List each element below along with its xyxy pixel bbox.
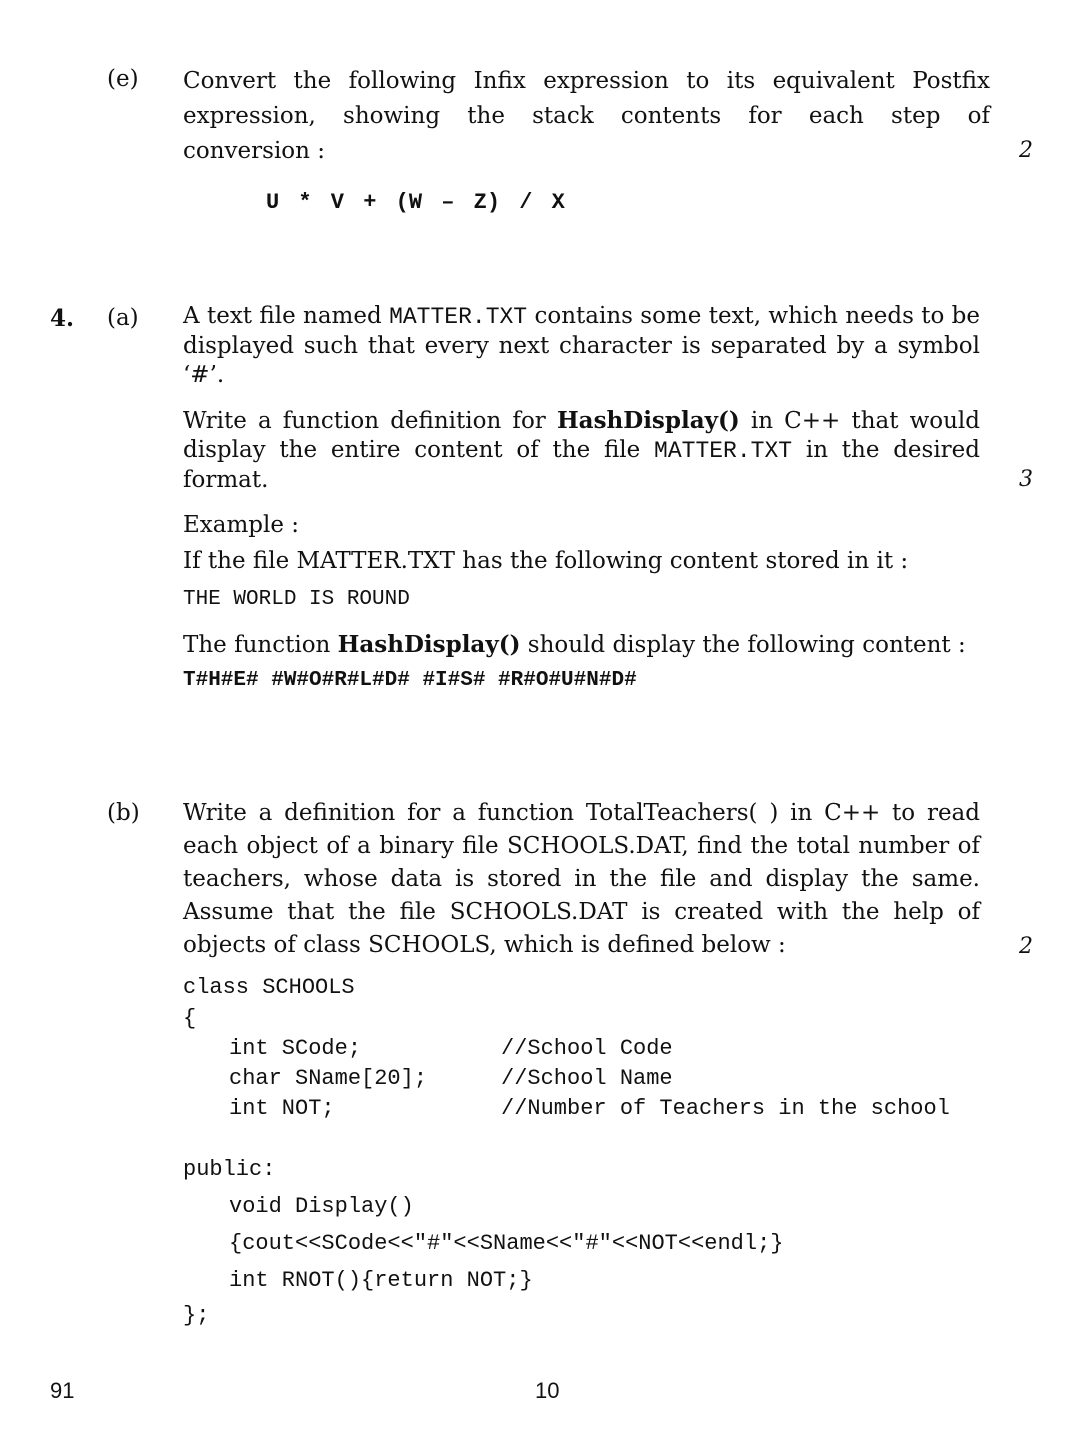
q4a-p2-func: HashDisplay() [556,407,740,434]
q4a-p2-text-b: in C++ that would display the entire content of the file [183,408,981,463]
code-comment-sname: //School Name [501,1066,673,1091]
q4a-example-content: THE WORLD IS ROUND [183,588,410,611]
q4a-marks: 3 [1019,467,1033,492]
q4a-p1-file: MATTER.TXT [389,304,528,330]
q4a-output-content: T#H#E# #W#O#R#L#D# #I#S# #R#O#U#N#D# [183,669,637,692]
code-public: public: [183,1157,276,1182]
q3e-line1: Convert the following Infix expression to its equivalent Postfix [183,68,990,94]
code-rnot-func: int RNOT(){return NOT;} [229,1268,533,1293]
q4a-output-text-a: The function [183,632,331,658]
footer-paper-code: 91 [50,1378,75,1403]
q4a-example-label: Example : [183,512,300,538]
q4a-output-func: HashDisplay() [337,631,521,658]
q4a-p2-text-a: Write a function definition for [183,408,546,434]
q4-number: 4. [50,305,75,332]
q4a-p1-text-b: contains some text, which needs to be displayed such that every next character is separated by a symbol ‘#’. [183,303,981,388]
code-member-scode: int SCode; [229,1036,362,1061]
q3e-line3: conversion : [183,138,326,164]
q3e-expression: U * V + (W – Z) / X [266,190,565,215]
code-close-brace: }; [183,1303,210,1328]
q3e-line2: expression, showing the stack contents for each step of [183,103,990,129]
code-display-body: {cout<<SCode<<"#"<<SName<<"#"<<NOT<<endl;} [229,1231,784,1256]
q4a-p2-text-c: in the desired format. [183,437,981,493]
code-member-sname: char SName[20]; [229,1066,428,1091]
code-comment-not: //Number of Teachers in the school [501,1096,950,1121]
q4a-para1 [183,302,980,390]
footer-page-number: 10 [535,1378,560,1403]
q3e-label: (e) [107,66,139,92]
q4b-marks: 2 [1019,934,1033,959]
q4a-p1-text-a: A text file named [183,303,382,329]
code-open-brace: { [183,1006,197,1031]
code-display-func: void Display() [229,1194,414,1219]
code-member-not: int NOT; [229,1096,335,1121]
q3e-marks: 2 [1019,138,1033,163]
q4a-para2 [183,406,980,495]
q4a-p2-file: MATTER.TXT [654,438,793,464]
q4b-label: (b) [107,800,140,826]
code-class-line: class SCHOOLS [183,975,355,1000]
code-comment-scode: //School Code [501,1036,673,1061]
q4a-output-text-b: should display the following content : [527,632,966,658]
q4a-output-line [183,631,966,658]
q4b-text: Write a definition for a function TotalTeachers( ) in C++ to read each object of a binary file SCHOOLS.DAT, find the total number of teachers, whose data is stored in the file and display the same. Assume that the file SCHOOLS.DAT is created with the help of objects of class SCHOOLS, which is defined below : [183,800,980,958]
q4a-label: (a) [107,305,139,331]
q4a-example-line: If the file MATTER.TXT has the following content stored in it : [183,548,909,574]
